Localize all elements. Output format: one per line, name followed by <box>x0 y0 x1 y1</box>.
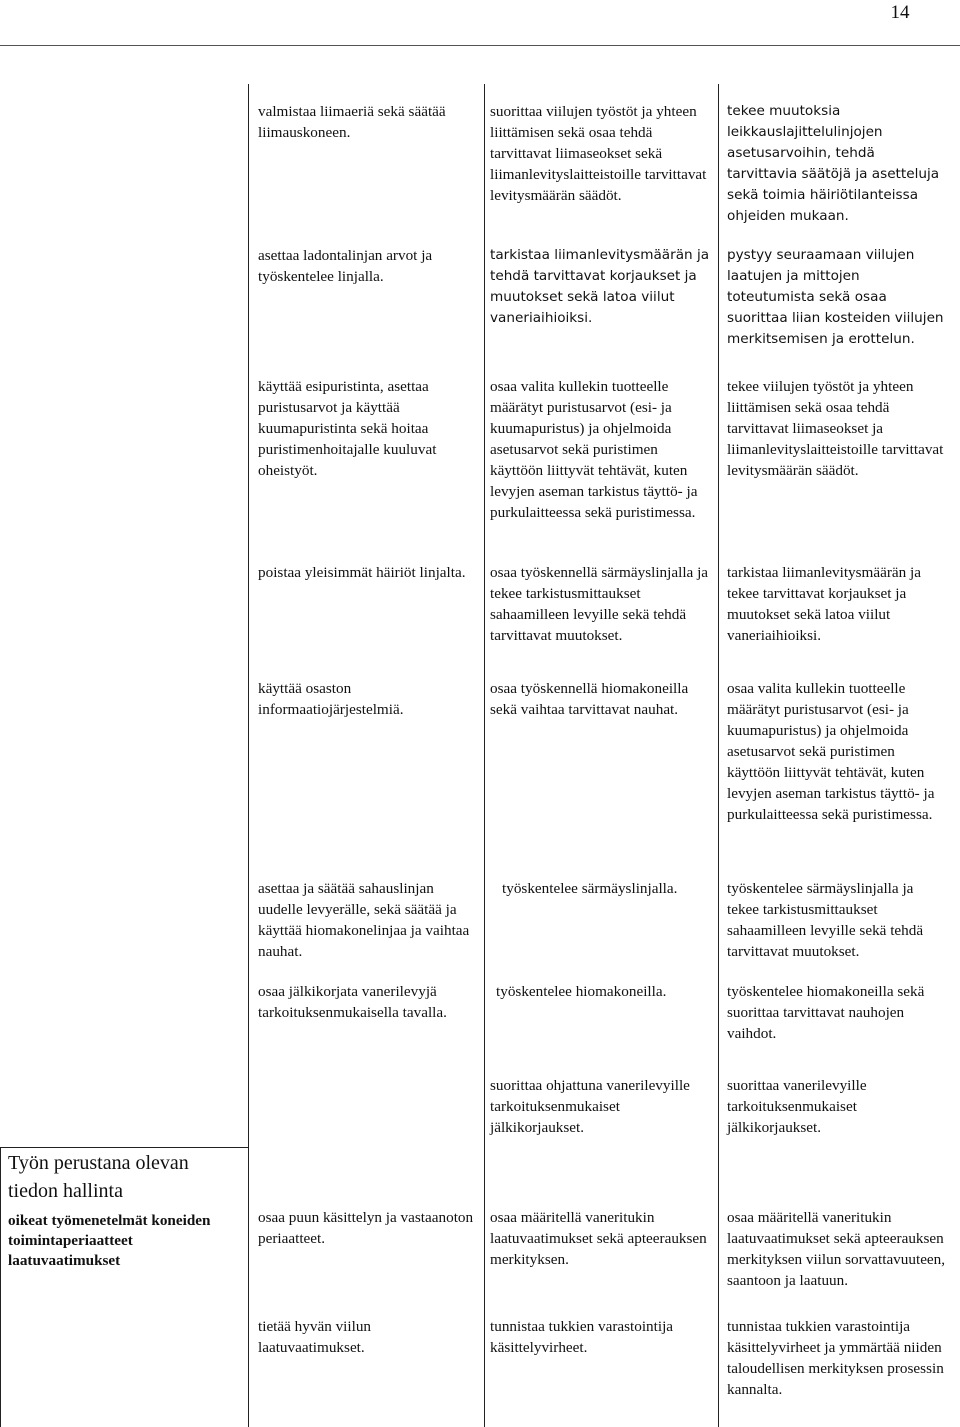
criteria-cell: osaa valita kullekin tuotteelle määrätyt puristusarvot (esi- ja kuumapuristus) ja ohjelmoida asetusarvot sekä puristimen käyttöön liittyvät tehtävät, kuten levyjen aseman tarkistus täyttö- ja purkulaitteessa sekä puristimessa. <box>490 378 698 521</box>
criteria-cell: valmistaa liimaeriä sekä säätää liimauskoneen. <box>258 103 446 141</box>
criteria-cell: asettaa ja säätää sahauslinjan uudelle levyerälle, sekä säätää ja käyttää hiomakonelinjaa ja vaihtaa nauhat. <box>258 880 470 960</box>
criteria-cell: poistaa yleisimmät häiriöt linjalta. <box>258 564 466 581</box>
table-left-border <box>0 1147 1 1427</box>
criteria-cell: tunnistaa tukkien varastointija käsittelyvirheet ja ymmärtää niiden taloudellisen merkityksen prosessin kannalta. <box>727 1318 944 1398</box>
criteria-cell: tekee muutoksia leikkauslajittelulinjojen asetusarvoihin, tehdä tarvittavia säätöjä ja asetteluja sekä toimia häiriötilanteissa ohjeiden mukaan. <box>727 103 940 224</box>
criteria-cell: osaa jälkikorjata vanerilevyjä tarkoituksenmukaisella tavalla. <box>258 983 447 1021</box>
criteria-cell: suorittaa viilujen työstöt ja yhteen liittämisen sekä osaa tehdä tarvittavat liimaseokset sekä liimanlevityslaitteistoille tarvittavat levitysmäärän säädöt. <box>490 103 707 204</box>
criteria-cell: suorittaa vanerilevyille tarkoituksenmukaiset jälkikorjaukset. <box>727 1077 867 1136</box>
criteria-cell: tietää hyvän viilun laatuvaatimukset. <box>258 1318 372 1356</box>
criteria-cell: pystyy seuraamaan viilujen laatujen ja mittojen toteutumista sekä osaa suorittaa liian kosteiden viilujen merkitsemisen ja erottelun. <box>727 247 944 347</box>
section-heading <box>8 1149 240 1271</box>
criteria-cell: tarkistaa liimanlevitysmäärän ja tehdä tarvittavat korjaukset ja muutokset sekä latoa viilut vaneriaihioiksi. <box>490 247 710 326</box>
column-divider-1 <box>248 84 249 1427</box>
criteria-cell: osaa työskennellä särmäyslinjalla ja tekee tarkistusmittaukset sahaamilleen levyille sekä tehdä tarvittavat muutokset. <box>490 564 709 644</box>
criteria-cell: osaa määritellä vaneritukin laatuvaatimukset sekä apteerauksen merkityksen. <box>490 1209 707 1268</box>
page-number: 14 <box>890 2 910 23</box>
criteria-cell: asettaa ladontalinjan arvot ja työskentelee linjalla. <box>258 247 433 285</box>
criteria-cell: tekee viilujen työstöt ja yhteen liittämisen sekä osaa tehdä tarvittavat liimaseokset ja liimanlevityslaitteistoille tarvittavat levitysmäärän säädöt. <box>727 378 944 479</box>
section-title: Työn perustana olevan tiedon hallinta <box>8 1152 189 1202</box>
criteria-cell: työskentelee hiomakoneilla sekä suorittaa tarvittavat nauhojen vaihdot. <box>727 983 925 1042</box>
criteria-cell: käyttää osaston informaatiojärjestelmiä. <box>258 680 404 718</box>
criteria-cell: osaa työskennellä hiomakoneilla sekä vaihtaa tarvittavat nauhat. <box>490 680 689 718</box>
section-divider <box>0 1147 249 1148</box>
criteria-cell: tarkistaa liimanlevitysmäärän ja tekee tarvittavat korjaukset ja muutokset sekä latoa viilut vaneriaihioiksi. <box>727 564 921 644</box>
criteria-cell: työskentelee särmäyslinjalla ja tekee tarkistusmittaukset sahaamilleen levyille sekä tehdä tarvittavat muutokset. <box>727 880 924 960</box>
criteria-cell: osaa valita kullekin tuotteelle määrätyt puristusarvot (esi- ja kuumapuristus) ja ohjelmoida asetusarvot sekä puristimen käyttöön liittyvät tehtävät, kuten levyjen aseman tarkistus täyttö- ja purkulaitteessa sekä puristimessa. <box>727 680 935 823</box>
column-divider-2 <box>484 84 485 1427</box>
header-rule <box>0 45 960 46</box>
criteria-cell: tunnistaa tukkien varastointija käsittelyvirheet. <box>490 1318 674 1356</box>
section-subtitle: oikeat työmenetelmät koneiden toimintaperiaatteet laatuvaatimukset <box>8 1212 211 1269</box>
criteria-cell: osaa määritellä vaneritukin laatuvaatimukset sekä apteerauksen merkityksen viilun sorvattavuuteen, saantoon ja laatuun. <box>727 1209 946 1289</box>
criteria-cell: työskentelee särmäyslinjalla. <box>502 880 678 897</box>
column-divider-3 <box>718 84 719 1427</box>
criteria-cell: käyttää esipuristinta, asettaa puristusarvot ja käyttää kuumapuristinta sekä hoitaa puristimenhoitajalle kuuluvat oheistyöt. <box>258 378 437 479</box>
criteria-cell: osaa puun käsittelyn ja vastaanoton periaatteet. <box>258 1209 474 1247</box>
criteria-cell: suorittaa ohjattuna vanerilevyille tarkoituksenmukaiset jälkikorjaukset. <box>490 1077 690 1136</box>
criteria-cell: työskentelee hiomakoneilla. <box>496 983 667 1000</box>
